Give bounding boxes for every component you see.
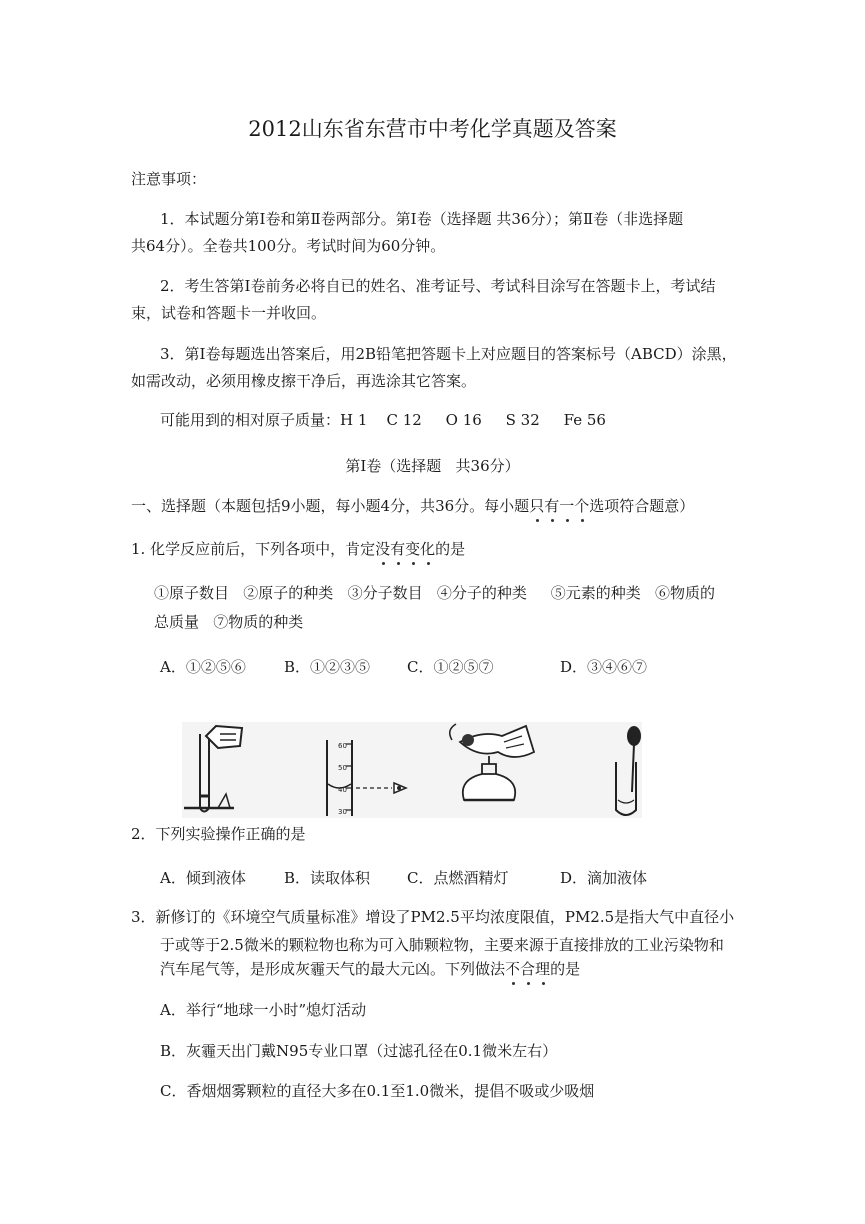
notice-1-line-1: 1．本试题分第Ⅰ卷和第Ⅱ卷两部分。第Ⅰ卷（选择题 共36分）；第Ⅱ卷（非选择题 bbox=[160, 210, 684, 228]
cylinder-tick-label: 50 bbox=[338, 764, 347, 772]
notice-1-line-2: 共64分）。全卷共100分。考试时间为60分钟。 bbox=[131, 237, 446, 255]
q3-stem-line-2: 于或等于2.5微米的颗粒物也称为可入肺颗粒物，主要来源于直接排放的工业污染物和 bbox=[160, 936, 724, 954]
q1-option-b: B．①②③⑤ bbox=[284, 658, 371, 676]
emphasis-char: 不 bbox=[505, 956, 520, 982]
emphasis-char: 理 bbox=[535, 956, 550, 982]
q2-option-b: B．读取体积 bbox=[284, 869, 371, 887]
notice-3-line-1: 3．第Ⅰ卷每题选出答案后，用2B铅笔把答题卡上对应题目的答案标号（ABCD）涂黑， bbox=[160, 345, 737, 363]
q2-option-c: C．点燃酒精灯 bbox=[407, 869, 509, 887]
section-instruction: 一、选择题（本题包括9小题，每小题4分，共36分。每小题只有一个选项符合题意） bbox=[131, 493, 694, 519]
cylinder-tick-label: 30 bbox=[338, 808, 347, 816]
q2-stem: 2．下列实验操作正确的是 bbox=[131, 825, 306, 843]
cylinder-tick-label: 60 bbox=[338, 742, 347, 750]
lab-operations-figure bbox=[182, 722, 642, 818]
q1-items-line-1: ①原子数目 ②原子的种类 ③分子数目 ④分子的种类 ⑤元素的种类 ⑥物质的 bbox=[154, 584, 716, 602]
q3-option-b: B．灰霾天出门戴N95专业口罩（过滤孔径在0.1微米左右） bbox=[160, 1042, 558, 1060]
emphasis-char: 化 bbox=[420, 536, 435, 562]
q3-option-a: A．举行“地球一小时”熄灯活动 bbox=[160, 1001, 367, 1019]
emphasis-char: 个 bbox=[574, 493, 589, 519]
q1-stem: 1. 化学反应前后，下列各项中，肯定没有变化的是 bbox=[131, 536, 465, 562]
emphasis-char: 合 bbox=[520, 956, 535, 982]
notice-2-line-2: 束，试卷和答题卡一并收回。 bbox=[131, 304, 327, 322]
notice-heading: 注意事项： bbox=[131, 170, 207, 188]
q3-stem-line-3: 汽车尾气等，是形成灰霾天气的最大元凶。下列做法不合理的是 bbox=[160, 956, 580, 982]
q3-stem-line-1: 3．新修订的《环境空气质量标准》增设了PM2.5平均浓度限值，PM2.5是指大气中直径小 bbox=[131, 908, 735, 926]
cylinder-tick-label: 40 bbox=[338, 786, 347, 794]
emphasis-char: 只 bbox=[529, 493, 544, 519]
emphasis-char: 没 bbox=[375, 536, 390, 562]
emphasis-char: 有 bbox=[390, 536, 405, 562]
notice-3-line-2: 如需改动，必须用橡皮擦干净后，再选涂其它答案。 bbox=[131, 372, 477, 390]
q1-option-d: D．③④⑥⑦ bbox=[560, 658, 648, 676]
emphasis-char: 一 bbox=[559, 493, 574, 519]
q2-option-a: A．倾到液体 bbox=[160, 869, 246, 887]
section-title: 第Ⅰ卷（选择题 共36分） bbox=[345, 457, 520, 475]
page-title: 2012山东省东营市中考化学真题及答案 bbox=[248, 117, 617, 141]
q1-option-a: A．①②⑤⑥ bbox=[160, 658, 246, 676]
q1-items-line-2: 总质量 ⑦物质的种类 bbox=[154, 613, 304, 631]
lab-operations-svg bbox=[182, 722, 642, 818]
notice-2-line-1: 2．考生答第Ⅰ卷前务必将自已的姓名、准考证号、考试科目涂写在答题卡上，考试结 bbox=[160, 277, 716, 295]
emphasis-char: 有 bbox=[544, 493, 559, 519]
q1-option-c: C．①②⑤⑦ bbox=[407, 658, 494, 676]
q3-option-c: C．香烟烟雾颗粒的直径大多在0.1至1.0微米，提倡不吸或少吸烟 bbox=[160, 1082, 595, 1100]
q2-option-d: D．滴加液体 bbox=[560, 869, 648, 887]
atomic-masses: 可能用到的相对原子质量：H 1 C 12 O 16 S 32 Fe 56 bbox=[160, 411, 606, 429]
emphasis-char: 变 bbox=[405, 536, 420, 562]
